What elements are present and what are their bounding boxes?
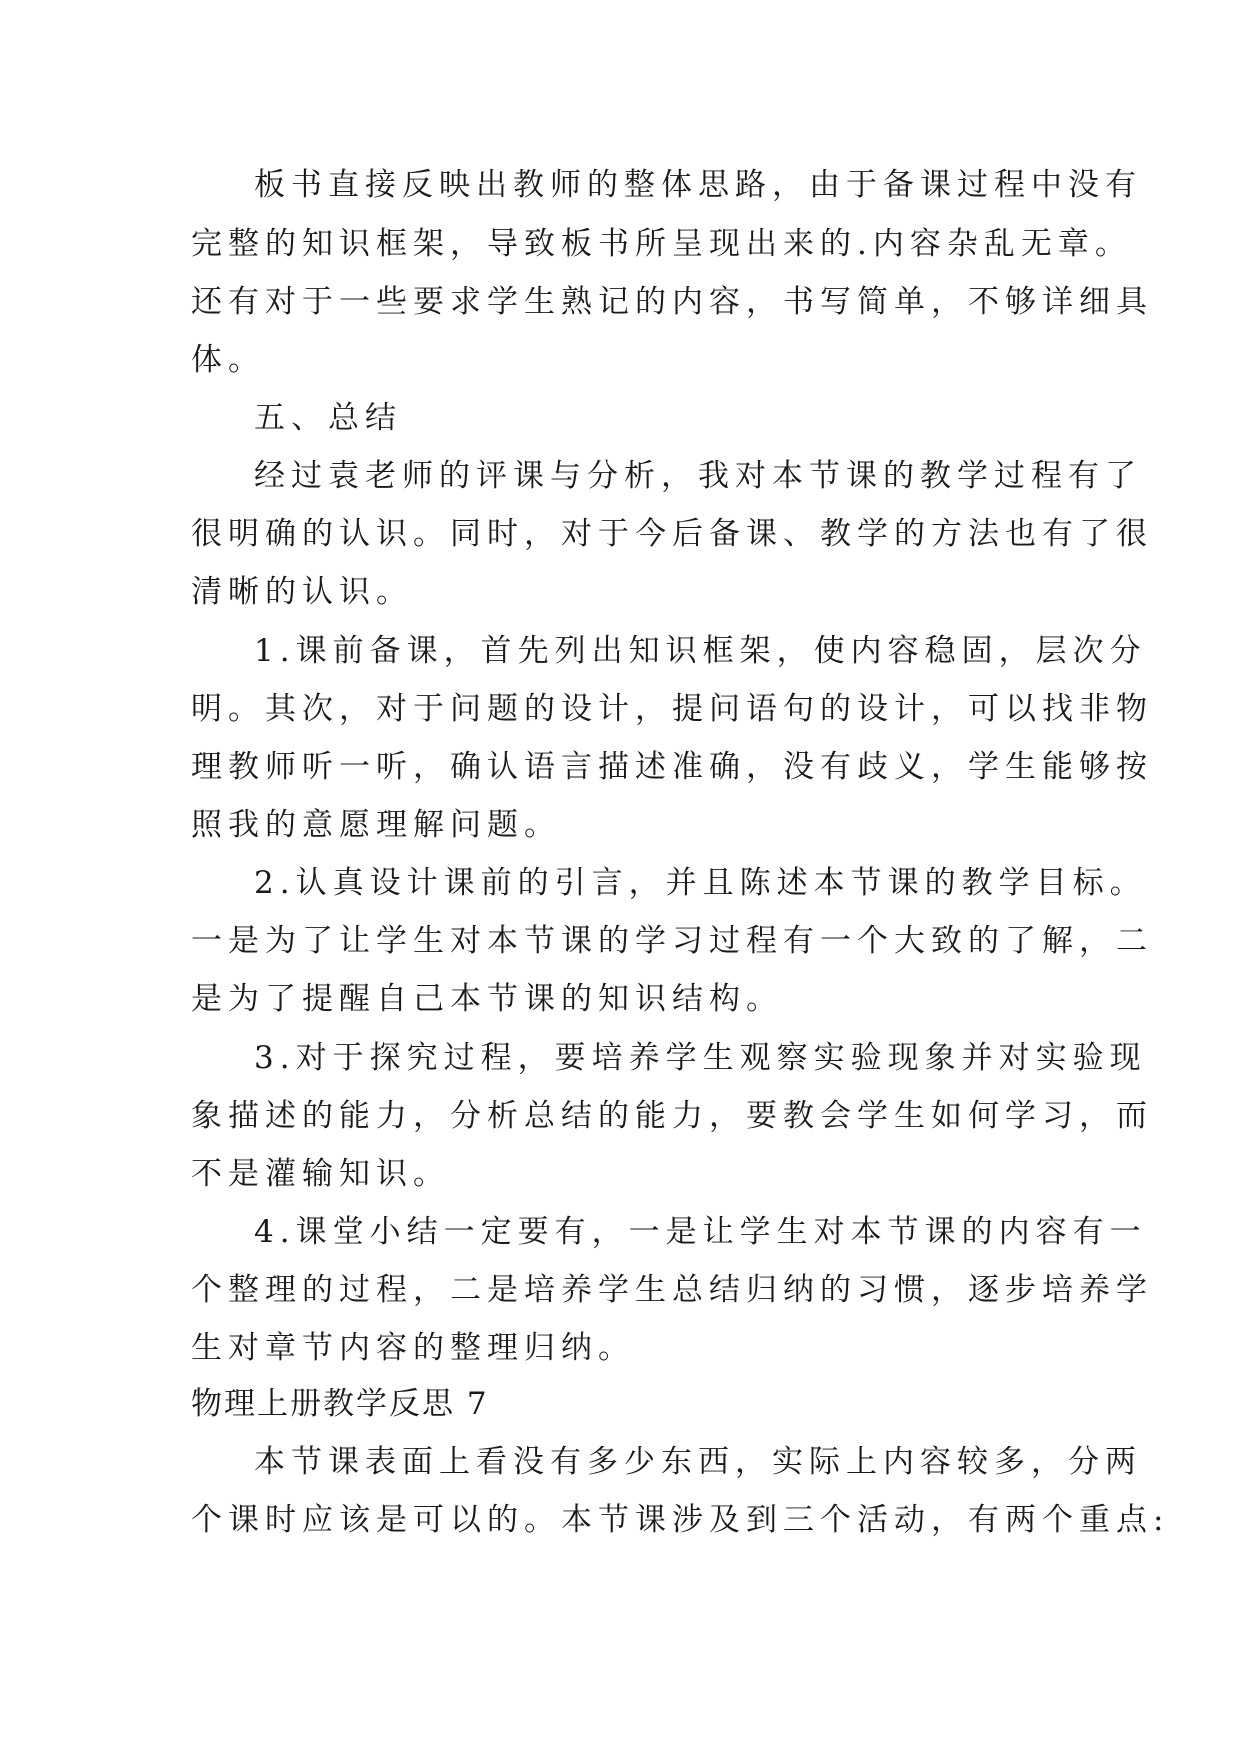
paragraph-line: 清晰的认识。 bbox=[191, 574, 413, 610]
list-item-line: 不是灌输知识。 bbox=[191, 1156, 450, 1192]
list-item-line: 1.课前备课，首先列出知识框架，使内容稳固，层次分 bbox=[254, 633, 1147, 669]
paragraph-line: 个课时应该是可以的。本节课涉及到三个活动，有两个重点: bbox=[191, 1502, 1170, 1538]
list-item-line: 2.认真设计课前的引言，并且陈述本节课的教学目标。 bbox=[254, 865, 1147, 901]
paragraph-line: 本节课表面上看没有多少东西，实际上内容较多，分两 bbox=[254, 1444, 1142, 1480]
paragraph-line: 板书直接反映出教师的整体思路，由于备课过程中没有 bbox=[254, 167, 1142, 203]
list-item-line: 照我的意愿理解问题。 bbox=[191, 807, 561, 843]
list-item-line: 理教师听一听，确认语言描述准确，没有歧义，学生能够按 bbox=[191, 749, 1153, 785]
list-item-line: 一是为了让学生对本节课的学习过程有一个大致的了解，二 bbox=[191, 923, 1153, 959]
list-item-line: 3.对于探究过程，要培养学生观察实验现象并对实验现 bbox=[254, 1040, 1147, 1076]
paragraph-line: 完整的知识框架，导致板书所呈现出来的.内容杂乱无章。 bbox=[191, 226, 1132, 262]
paragraph-line: 体。 bbox=[191, 342, 265, 378]
list-item-line: 象描述的能力，分析总结的能力，要教会学生如何学习，而 bbox=[191, 1098, 1153, 1134]
section-heading: 五、总结 bbox=[254, 400, 402, 436]
list-item-line: 生对章节内容的整理归纳。 bbox=[191, 1330, 635, 1366]
list-item-line: 是为了提醒自己本节课的知识结构。 bbox=[191, 981, 783, 1017]
list-item-line: 个整理的过程，二是培养学生总结归纳的习惯，逐步培养学 bbox=[191, 1272, 1153, 1308]
article-title: 物理上册教学反思 7 bbox=[191, 1386, 489, 1422]
paragraph-line: 很明确的认识。同时，对于今后备课、教学的方法也有了很 bbox=[191, 516, 1153, 552]
paragraph-line: 经过袁老师的评课与分析，我对本节课的教学过程有了 bbox=[254, 458, 1142, 494]
paragraph-line: 还有对于一些要求学生熟记的内容，书写简单，不够详细具 bbox=[191, 284, 1153, 320]
list-item-line: 明。其次，对于问题的设计，提问语句的设计，可以找非物 bbox=[191, 691, 1153, 727]
list-item-line: 4.课堂小结一定要有，一是让学生对本节课的内容有一 bbox=[254, 1214, 1147, 1250]
